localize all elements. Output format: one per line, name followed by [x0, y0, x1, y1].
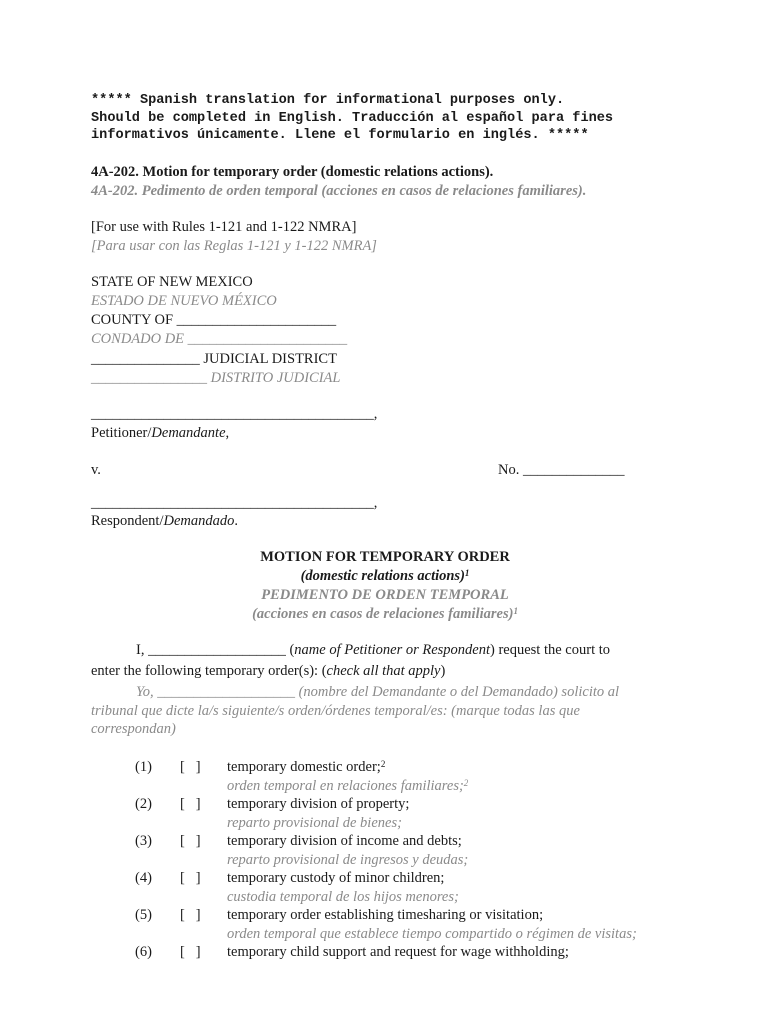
respondent-label: [91, 512, 238, 530]
respondent-label-end: .: [234, 513, 239, 529]
footnote-ref: 1: [513, 606, 518, 616]
option-label-es: [227, 777, 468, 795]
option-label-es: [227, 925, 637, 943]
request-line-3-es: correspondan): [91, 721, 176, 737]
state-label-es: ESTADO DE NUEVO MÉXICO: [91, 293, 277, 309]
option-label-en-text: temporary division of income and debts;: [227, 833, 462, 849]
request-text: ) request the court to: [490, 642, 611, 658]
footnote-ref: 2: [380, 759, 386, 769]
motion-title-es: PEDIMENTO DE ORDEN TEMPORAL: [261, 587, 509, 603]
request-text-italic: name of Petitioner or Respondent: [294, 642, 491, 658]
petitioner-label-es: Demandante: [151, 425, 226, 441]
rules-note-en: [For use with Rules 1-121 and 1-122 NMRA]: [91, 219, 357, 235]
respondent-blank: _______________________________________,: [91, 495, 378, 511]
option-label-en: [227, 943, 569, 961]
option-label-es: [227, 851, 468, 869]
option-label-en-text: temporary child support and request for wage withholding;: [227, 944, 569, 960]
county-field-en: COUNTY OF ______________________: [91, 312, 337, 328]
versus-label: v.: [91, 462, 101, 478]
petitioner-label-end: ,: [225, 425, 230, 441]
option-label-es-text: custodia temporal de los hijos menores;: [227, 889, 459, 905]
request-text-italic: check all that apply: [326, 663, 441, 679]
motion-subtitle-es: [0, 605, 770, 623]
option-number: (5): [135, 907, 152, 923]
option-checkbox[interactable]: [ ]: [180, 796, 201, 812]
option-label-en-text: temporary division of property;: [227, 796, 410, 812]
option-label-en-text: temporary order establishing timesharing or visitation;: [227, 907, 544, 923]
option-label-en-text: temporary custody of minor children;: [227, 870, 445, 886]
petitioner-label-en: Petitioner/: [91, 425, 152, 441]
option-label-en: [227, 869, 444, 887]
option-label-es-text: orden temporal que establece tiempo compartido o régimen de visitas;: [227, 926, 637, 942]
motion-title-en: MOTION FOR TEMPORARY ORDER: [260, 549, 510, 565]
option-label-es-text: reparto provisional de ingresos y deudas;: [227, 852, 469, 868]
request-line-2-en: [91, 662, 445, 680]
request-text: enter the following temporary order(s): (: [91, 663, 327, 679]
form-heading-en: 4A-202. Motion for temporary order (domestic relations actions).: [91, 164, 494, 180]
option-label-en: [227, 758, 385, 776]
county-field-es: CONDADO DE ______________________: [91, 331, 348, 347]
district-field-en: _______________ JUDICIAL DISTRICT: [91, 351, 337, 367]
notice-line-1: ***** Spanish translation for informational purposes only.: [91, 93, 565, 108]
state-label-en: STATE OF NEW MEXICO: [91, 274, 253, 290]
option-number: (4): [135, 870, 152, 886]
district-field-es: ________________ DISTRITO JUDICIAL: [91, 370, 341, 386]
option-label-en: [227, 832, 462, 850]
petitioner-blank: _______________________________________,: [91, 406, 378, 422]
option-label-es: [227, 814, 402, 832]
option-label-en: [227, 795, 409, 813]
option-label-es-text: reparto provisional de bienes;: [227, 815, 402, 831]
option-number: (2): [135, 796, 152, 812]
respondent-label-en: Respondent/: [91, 513, 164, 529]
footnote-ref: 2: [463, 778, 469, 788]
motion-subtitle-es-text: (acciones en casos de relaciones familiares): [252, 606, 514, 622]
option-label-es: [227, 888, 459, 906]
notice-line-2: Should be completed in English. Traducción al español para fines: [91, 110, 614, 126]
option-number: (3): [135, 833, 152, 849]
respondent-label-es: Demandado: [163, 513, 235, 529]
footnote-ref: 1: [464, 568, 470, 578]
motion-subtitle-en-text: (domestic relations actions): [300, 568, 465, 584]
request-line-1-es: Yo, ___________________ (nombre del Demandante o del Demandado) solicito al: [136, 684, 620, 700]
request-line-2-es: tribunal que dicte la/s siguiente/s orden/órdenes temporal/es: (marque todas las que: [91, 703, 580, 719]
request-text: I, ___________________ (: [136, 642, 295, 658]
option-label-en-text: temporary domestic order;: [227, 759, 381, 775]
option-number: (6): [135, 944, 152, 960]
request-line-1-en: [136, 641, 610, 659]
option-number: (1): [135, 759, 152, 775]
rules-note-es: [Para usar con las Reglas 1-121 y 1-122 NMRA]: [91, 238, 377, 254]
notice-line-3: informativos únicamente. Llene el formulario en inglés. *****: [91, 128, 589, 144]
case-number-field: No. ______________: [498, 462, 625, 478]
form-heading-es: 4A-202. Pedimento de orden temporal (acciones en casos de relaciones familiares).: [91, 183, 587, 199]
option-label-es-text: orden temporal en relaciones familiares;: [227, 778, 464, 794]
option-checkbox[interactable]: [ ]: [180, 907, 201, 923]
option-checkbox[interactable]: [ ]: [180, 870, 201, 886]
option-label-en: [227, 906, 543, 924]
petitioner-label: [91, 424, 229, 442]
option-checkbox[interactable]: [ ]: [180, 759, 201, 775]
option-checkbox[interactable]: [ ]: [180, 944, 201, 960]
request-text: ): [440, 663, 446, 679]
motion-subtitle-en: [0, 567, 770, 585]
option-checkbox[interactable]: [ ]: [180, 833, 201, 849]
translation-notice: [91, 92, 731, 145]
